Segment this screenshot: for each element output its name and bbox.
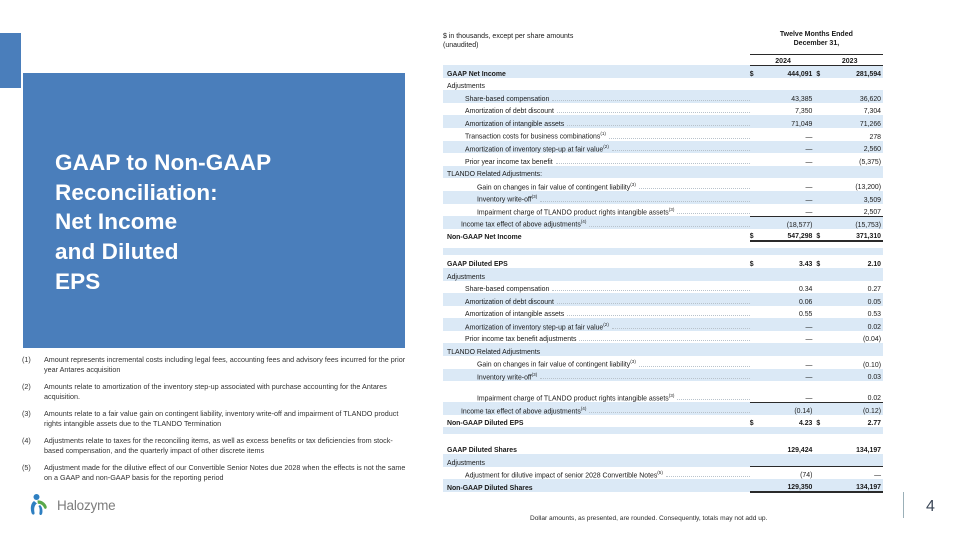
currency-symbol-2024: [750, 178, 762, 191]
leader-dots: [552, 290, 750, 291]
footnote-ref: (4): [580, 219, 587, 225]
value-2023: 71,266: [859, 120, 881, 128]
currency-symbol-2023: [816, 166, 828, 179]
currency-symbol-2024: [750, 141, 762, 154]
value-2023: 3,509: [863, 196, 881, 204]
halozyme-logo-text: Halozyme: [57, 497, 116, 513]
currency-symbol-2024: [750, 103, 762, 116]
value-2023: 36,620: [859, 95, 881, 103]
value-2023: [828, 454, 883, 467]
footnote-item: [22, 436, 410, 456]
row-label-cell: [443, 65, 750, 78]
currency-symbol-2023: [816, 141, 828, 154]
row-label-cell: [443, 90, 750, 103]
value-2024: —: [805, 374, 813, 382]
row-label: Amortization of debt discount: [465, 108, 554, 116]
table-spacer-row: [443, 248, 883, 255]
table-row: [443, 90, 883, 103]
row-label-cell: [443, 441, 750, 454]
row-label-cell: [443, 178, 750, 191]
footnote-ref: (1): [600, 131, 606, 137]
currency-symbol-2024: [750, 306, 762, 319]
value-2023: 2.10: [867, 260, 881, 268]
row-label: Impairment charge of TLANDO product rights intangible assets$^{(3)}$: [477, 392, 675, 403]
footnote-ref: (2): [603, 143, 609, 149]
currency-symbol-2024: [750, 268, 762, 281]
currency-symbol-2023: [816, 293, 828, 306]
row-label: Non-GAAP Diluted Shares: [447, 484, 533, 492]
value-2024: 43,385: [791, 95, 813, 103]
value-2024: (74): [762, 467, 816, 480]
value-2023: 278: [869, 133, 881, 141]
currency-symbol-2023: [816, 204, 828, 217]
row-label-cell: [443, 115, 750, 128]
row-label-cell: [443, 103, 750, 116]
currency-symbol-2023: [816, 479, 828, 492]
row-label-cell: [443, 343, 750, 356]
currency-symbol-2023: [816, 78, 828, 91]
leader-dots: [557, 303, 750, 304]
footnote-ref: (5): [657, 469, 663, 475]
leader-dots: [639, 188, 750, 189]
value-2023: [828, 78, 883, 91]
value-2023: —: [828, 467, 883, 480]
row-label: Share-based compensation: [465, 95, 550, 103]
footnote-ref: (3): [630, 359, 636, 365]
footnote-number: (4): [22, 435, 31, 445]
value-2024: [762, 343, 816, 356]
currency-symbol-2023: [816, 402, 828, 415]
leader-dots: [579, 340, 749, 341]
currency-symbol-2024: [750, 402, 762, 415]
leader-dots: [552, 100, 750, 101]
row-label: GAAP Net Income: [447, 70, 506, 78]
table-row: [443, 356, 883, 369]
row-label: Prior income tax benefit adjustments: [465, 336, 577, 344]
row-label-cell: [443, 229, 750, 242]
value-2023: [828, 166, 883, 179]
leader-dots: [609, 138, 750, 139]
footnote-item: [22, 409, 410, 429]
currency-symbol-2023: [816, 467, 828, 480]
currency-symbol-2023: [816, 331, 828, 344]
table-row: [443, 204, 883, 217]
currency-symbol-2024: $: [750, 229, 762, 242]
currency-symbol-2023: [816, 306, 828, 319]
footnote-number: (3): [22, 408, 31, 418]
footnote-ref: (2): [603, 321, 609, 327]
units-note-line2: (unaudited): [443, 42, 479, 50]
value-2024: [762, 166, 816, 179]
row-label-cell: [443, 268, 750, 281]
row-label-cell: [443, 467, 750, 480]
row-label-cell: [443, 255, 750, 268]
table-row: [443, 306, 883, 319]
footnote-text: Adjustment made for the dilutive effect of our Convertible Senior Notes due 2028 when the effects is not the same on a GAAP and non-GAAP basis for the reporting period: [44, 462, 406, 482]
title-line-3: Net Income: [55, 209, 178, 235]
value-2023: 0.03: [867, 374, 881, 382]
row-label: Gain on changes in fair value of contingent liability$^{(3)}$: [477, 181, 636, 191]
table-row: [443, 268, 883, 281]
currency-symbol-2024: [750, 318, 762, 331]
currency-symbol-2023: [816, 216, 828, 229]
value-2023: 0.27: [867, 286, 881, 294]
row-label: Adjustments: [447, 273, 485, 281]
currency-symbol-2023: $: [816, 260, 821, 268]
value-2023: (0.04): [862, 336, 881, 344]
currency-symbol-2023: [816, 281, 828, 294]
value-2024: (18,577): [762, 216, 816, 229]
value-2024: [762, 78, 816, 91]
currency-symbol-2023: [816, 343, 828, 356]
currency-symbol-2024: [750, 153, 762, 166]
value-2023: 0.05: [867, 298, 881, 306]
value-2024: —: [805, 323, 813, 331]
row-label: Inventory write-off$^{(3)}$: [477, 194, 538, 204]
currency-symbol-2023: $: [816, 229, 828, 242]
row-label: Gain on changes in fair value of contingent liability$^{(3)}$: [477, 359, 636, 369]
currency-symbol-2023: $: [816, 70, 821, 78]
footnote-text: Amounts relate to amortization of the inventory step-up associated with purchase accounting for the Antares acquisition.: [44, 381, 387, 402]
row-label-cell: [443, 331, 750, 344]
footnote-text: Amount represents incremental costs including legal fees, accounting fees and advisory fees incurred for the prior year Antares acquisition: [44, 355, 406, 375]
currency-symbol-2023: [816, 454, 828, 467]
currency-symbol-2024: [750, 128, 762, 141]
currency-symbol-2024: [750, 78, 762, 91]
currency-symbol-2024: [750, 441, 762, 454]
value-2024: 444,091: [787, 70, 813, 78]
row-label: Adjustments: [447, 459, 485, 467]
footnote-number: (5): [22, 462, 31, 472]
currency-symbol-2024: [750, 356, 762, 369]
table-row: [443, 128, 883, 141]
currency-symbol-2024: [750, 191, 762, 204]
value-2023: (0.10): [862, 361, 881, 369]
value-2023: 2,560: [863, 146, 881, 154]
value-2024: —: [805, 196, 813, 204]
value-2024: 0.55: [798, 311, 813, 319]
row-label-cell: [443, 318, 750, 331]
currency-symbol-2024: [750, 454, 762, 467]
row-label: Inventory write-off$^{(3)}$: [477, 371, 538, 382]
row-label: Prior year income tax benefit: [465, 158, 553, 166]
value-2024: —: [805, 146, 813, 154]
value-2024: —: [805, 361, 813, 369]
value-2024: 547,298: [762, 229, 816, 242]
leader-dots: [556, 163, 750, 164]
table-row: [443, 343, 883, 356]
currency-symbol-2024: [750, 293, 762, 306]
leader-dots: [639, 366, 750, 367]
value-2023: [828, 268, 883, 281]
value-2024: [762, 454, 816, 467]
row-label: Income tax effect of above adjustments$^{(4)}$: [461, 405, 587, 415]
leader-dots: [557, 112, 750, 113]
table-row: [443, 415, 883, 428]
value-2024: 0.06: [798, 298, 813, 306]
footnote-text: Amounts relate to a fair value gain on contingent liability, inventory write-off and impairment of TLANDO product rights intangible assets due to the TLANDO Termination: [44, 408, 399, 429]
table-row: [443, 467, 883, 480]
row-label: Amortization of inventory step-up at fair value$^{(2)}$: [465, 321, 609, 331]
currency-symbol-2023: [816, 178, 828, 191]
table-header-row: [443, 30, 883, 54]
table-row: [443, 65, 883, 78]
row-label-cell: [443, 306, 750, 319]
title-line-5: EPS: [55, 268, 101, 294]
value-2024: —: [805, 158, 813, 166]
page-title: [55, 148, 395, 296]
row-label-cell: [443, 479, 750, 492]
row-label-cell: [443, 141, 750, 154]
footnote-ref: (3): [531, 194, 538, 200]
reconciliation-table: [443, 30, 883, 493]
row-label: TLANDO Related Adjustments: [447, 349, 541, 357]
row-label: Amortization of intangible assets: [465, 120, 565, 128]
currency-symbol-2023: [816, 268, 828, 281]
currency-symbol-2023: $: [816, 420, 821, 428]
row-label: Transaction costs for business combinations$^{(1)}$: [465, 131, 606, 141]
row-label-cell: [443, 369, 750, 382]
leader-dots: [567, 125, 750, 126]
row-label: Non-GAAP Net Income: [447, 234, 522, 242]
leader-dots: [567, 315, 750, 316]
value-2024: 3.43: [798, 260, 813, 268]
currency-symbol-2023: [816, 191, 828, 204]
financial-table-container: [443, 30, 883, 493]
value-2023: 7,304: [863, 108, 881, 116]
title-line-4: and Diluted: [55, 239, 179, 265]
page-number-divider: [903, 492, 904, 518]
title-line-2: Reconciliation:: [55, 179, 218, 205]
currency-symbol-2023: [816, 90, 828, 103]
halozyme-logo: [28, 492, 115, 518]
value-2024: (0.14): [762, 402, 816, 415]
row-label-cell: [443, 216, 750, 229]
value-2023: 0.53: [867, 311, 881, 319]
row-label-cell: [443, 204, 750, 217]
footnote-item: [22, 355, 410, 375]
leader-dots: [666, 476, 750, 477]
table-spacer-row: [443, 241, 883, 248]
table-row: [443, 166, 883, 179]
currency-symbol-2024: [750, 331, 762, 344]
table-year-row: [443, 54, 883, 65]
footnote-number: (2): [22, 381, 31, 391]
value-2023: 0.02: [867, 323, 881, 331]
leader-dots: [677, 399, 749, 400]
currency-symbol-2024: [750, 343, 762, 356]
currency-symbol-2024: [750, 115, 762, 128]
leader-dots: [677, 213, 749, 214]
row-label: GAAP Diluted Shares: [447, 447, 517, 455]
value-2024: —: [805, 208, 813, 216]
leader-dots: [589, 412, 749, 413]
value-2023: (5,375): [859, 158, 881, 166]
row-label: Amortization of intangible assets: [465, 311, 565, 319]
halozyme-logo-icon: [28, 492, 54, 518]
value-2024: [762, 268, 816, 281]
value-2023: [828, 343, 883, 356]
currency-symbol-2024: [750, 90, 762, 103]
table-row: [443, 331, 883, 344]
currency-symbol-2023: [816, 103, 828, 116]
value-2023: 371,310: [828, 229, 883, 242]
currency-symbol-2023: [816, 115, 828, 128]
value-2024: —: [805, 133, 813, 141]
footnote-number: (1): [22, 355, 31, 364]
footnote-item: [22, 463, 410, 483]
value-2023: (0.12): [828, 402, 883, 415]
currency-symbol-2023: [816, 381, 828, 402]
table-row: [443, 191, 883, 204]
row-label-cell: [443, 281, 750, 294]
column-header-2023: 2023: [816, 54, 883, 65]
value-2024: 71,049: [791, 120, 813, 128]
table-row: [443, 381, 883, 402]
leader-dots: [612, 150, 750, 151]
value-2023: 2,507: [863, 208, 881, 216]
currency-symbol-2023: [816, 356, 828, 369]
row-label: Adjustment for dilutive impact of senior 2028 Convertible Notes$^{(5)}$: [465, 469, 663, 480]
row-label-cell: [443, 191, 750, 204]
table-row: [443, 153, 883, 166]
page-number: 4: [926, 498, 935, 515]
row-label: Impairment charge of TLANDO product rights intangible assets$^{(3)}$: [477, 206, 675, 217]
value-2024: 7,350: [795, 108, 813, 116]
currency-symbol-2024: $: [749, 260, 754, 268]
table-row: [443, 441, 883, 454]
column-header-2024: 2024: [750, 54, 817, 65]
value-2024: 0.34: [798, 286, 813, 294]
table-row: [443, 229, 883, 242]
row-label-cell: [443, 78, 750, 91]
row-label: Adjustments: [447, 83, 485, 91]
table-row: [443, 141, 883, 154]
currency-symbol-2024: [750, 369, 762, 382]
table-row: [443, 178, 883, 191]
value-2023: 134,197: [856, 447, 881, 455]
period-header-line2: December 31,: [793, 40, 840, 48]
leader-dots: [612, 328, 750, 329]
table-body: [443, 65, 883, 492]
leader-dots: [589, 226, 749, 227]
currency-symbol-2023: [816, 128, 828, 141]
row-label: Share-based compensation: [465, 286, 550, 294]
table-row: [443, 293, 883, 306]
footnote-ref: (3): [668, 392, 675, 398]
currency-symbol-2024: [750, 467, 762, 480]
table-row: [443, 479, 883, 492]
row-label: Income tax effect of above adjustments$^{(4)}$: [461, 219, 587, 229]
row-label-cell: [443, 356, 750, 369]
table-row: [443, 454, 883, 467]
row-label-cell: [443, 128, 750, 141]
footnotes-list: [22, 355, 410, 490]
accent-block-top-left: [0, 33, 21, 88]
rounding-disclaimer: Dollar amounts, as presented, are rounded. Consequently, totals may not add up.: [530, 515, 768, 522]
leader-dots: [540, 201, 750, 202]
footnote-ref: (3): [668, 206, 675, 212]
footnote-text: Adjustments relate to taxes for the reconciling items, as well as excess benefits or tax deficiencies from stock-based compensation, and the quarterly impact of other discrete items: [44, 435, 393, 456]
row-label: Amortization of inventory step-up at fair value$^{(2)}$: [465, 143, 609, 154]
value-2023: 134,197: [828, 479, 883, 492]
table-row: [443, 78, 883, 91]
currency-symbol-2024: [750, 381, 762, 402]
leader-dots: [540, 378, 750, 379]
table-row: [443, 402, 883, 415]
table-row: [443, 255, 883, 268]
currency-symbol-2023: [816, 153, 828, 166]
period-header-line1: Twelve Months Ended: [779, 31, 853, 38]
value-2023: 0.02: [867, 394, 881, 402]
currency-symbol-2024: $: [749, 420, 754, 428]
row-label-cell: [443, 166, 750, 179]
units-note-line1: $ in thousands, except per share amounts: [443, 33, 574, 40]
footnote-ref: (4): [580, 405, 587, 411]
value-2023: 2.77: [867, 420, 881, 428]
table-row: [443, 318, 883, 331]
footnote-ref: (3): [630, 181, 636, 187]
row-label: Amortization of debt discount: [465, 298, 554, 306]
value-2024: 129,350: [762, 479, 816, 492]
table-row: [443, 115, 883, 128]
value-2023: 281,594: [856, 70, 881, 78]
table-row: [443, 281, 883, 294]
row-label: GAAP Diluted EPS: [447, 260, 508, 268]
value-2024: 4.23: [798, 420, 813, 428]
table-spacer-row: [443, 427, 883, 434]
currency-symbol-2024: [750, 216, 762, 229]
row-label-cell: [443, 454, 750, 467]
currency-symbol-2024: [750, 166, 762, 179]
row-label-cell: [443, 415, 750, 428]
table-row: [443, 216, 883, 229]
footnote-item: [22, 382, 410, 402]
table-row: [443, 103, 883, 116]
row-label: Non-GAAP Diluted EPS: [447, 420, 524, 428]
currency-symbol-2024: [750, 204, 762, 217]
row-label-cell: [443, 153, 750, 166]
currency-symbol-2023: [816, 318, 828, 331]
value-2024: —: [805, 336, 813, 344]
table-row: [443, 369, 883, 382]
currency-symbol-2023: [816, 369, 828, 382]
value-2024: 129,424: [787, 447, 813, 455]
footnote-ref: (3): [531, 371, 538, 377]
row-label-cell: [443, 381, 750, 402]
row-label-cell: [443, 402, 750, 415]
value-2023: (13,200): [855, 183, 881, 191]
currency-symbol-2024: [750, 479, 762, 492]
row-label-cell: [443, 293, 750, 306]
value-2023: (15,753): [828, 216, 883, 229]
row-label: TLANDO Related Adjustments:: [447, 171, 542, 179]
value-2024: —: [805, 183, 813, 191]
title-line-1: GAAP to Non-GAAP: [55, 150, 272, 175]
table-spacer-row: [443, 434, 883, 441]
currency-symbol-2024: $: [749, 70, 754, 78]
currency-symbol-2024: [750, 281, 762, 294]
currency-symbol-2023: [816, 441, 828, 454]
value-2024: —: [805, 394, 813, 402]
